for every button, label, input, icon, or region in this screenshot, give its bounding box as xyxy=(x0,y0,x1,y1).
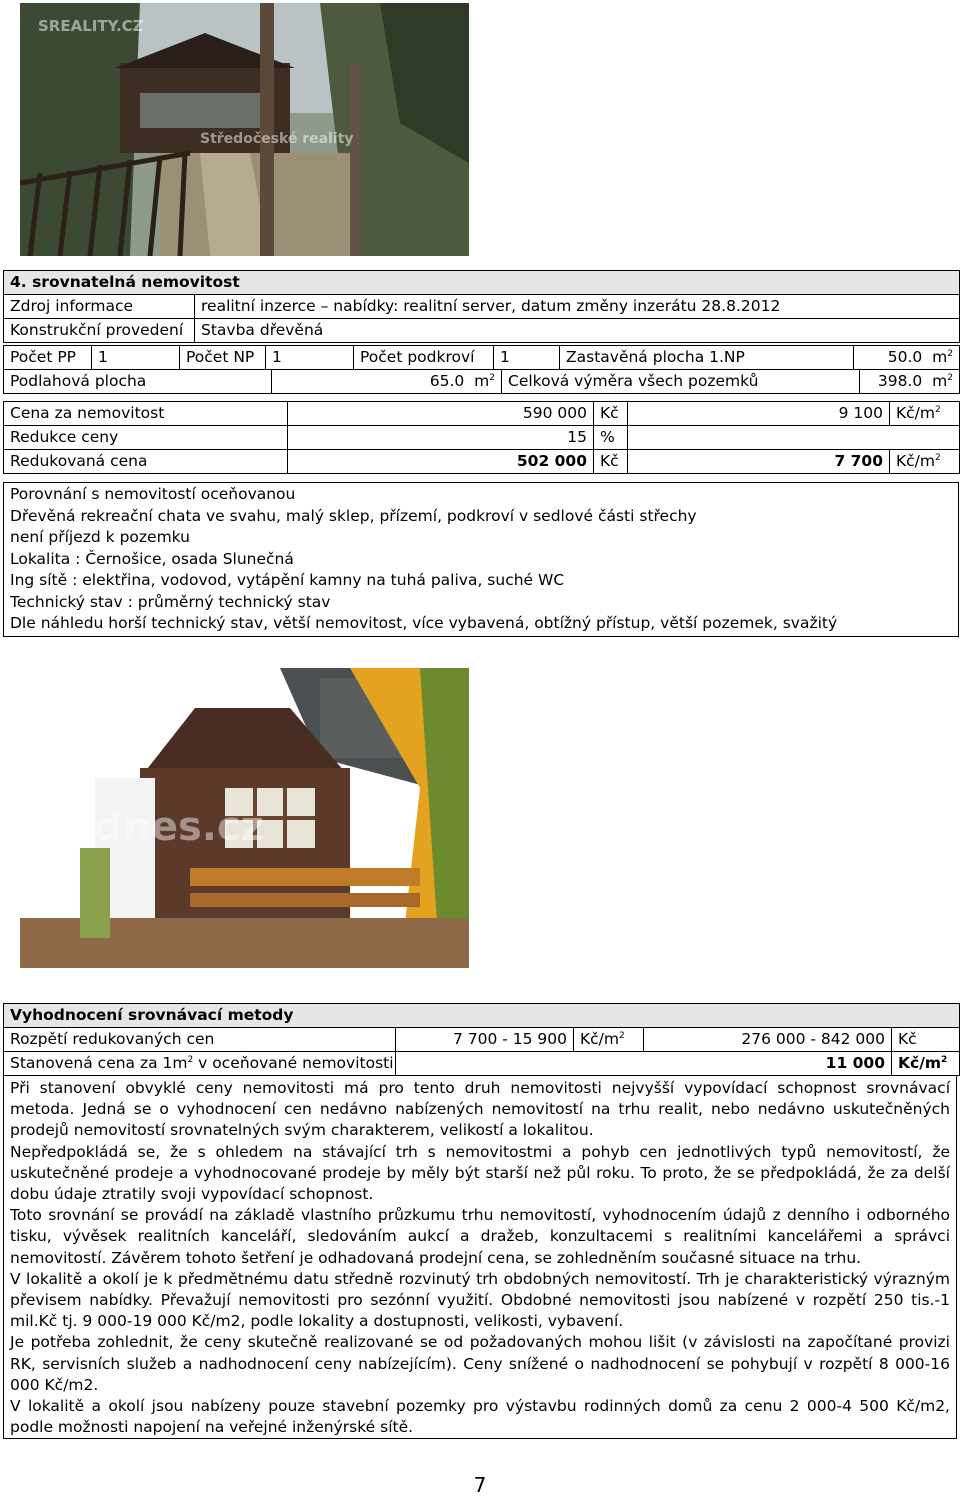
comparison-line: Lokalita : Černošice, osada Slunečná xyxy=(10,549,294,568)
evaluation-paragraph: V lokalitě a okolí je k předmětnému datu středně rozvinutý trh obdobných nemovitostí. Trh je charakteristický výrazným převisem nabídky. Převažují nemovitosti pro sezónní využití. Obdobné nemovitosti jsou nabízené v rozpětí 250 tis.-1 mil.Kč tj. 9 000-19 000 Kč/m2, podle lokality a dostupnosti, velikosti, vybavení. xyxy=(10,1269,950,1331)
watermark-text: SREALITY.CZ xyxy=(38,17,144,35)
price-currency: Kč xyxy=(594,402,628,426)
evaluation-paragraph: Nepředpokládá se, že s ohledem na stávající trh s nemovitostmi a pohyb cen jednotlivých typů nemovitostí, že uskutečněné prodeje a vyhodnocované prodeje by měly být starší než půl roku. To proto, že se předpokládá, že za delší dobu údaje ztratily svoji vypovídací schopnost. xyxy=(10,1142,950,1204)
section-title: 4. srovnatelná nemovitost xyxy=(4,271,960,295)
cabin-forest-image xyxy=(20,3,469,256)
floor-area-label: Podlahová plocha xyxy=(4,370,272,394)
np-label: Počet NP xyxy=(180,346,266,370)
reduced-price-currency: Kč xyxy=(594,450,628,474)
page-number: 7 xyxy=(473,1473,487,1497)
property-photo-1 xyxy=(20,3,469,256)
attic-value: 1 xyxy=(494,346,560,370)
property-photo-2 xyxy=(20,668,469,968)
evaluation-title: Vyhodnocení srovnávací metody xyxy=(4,1004,960,1028)
range-per-m2: 7 700 - 15 900 xyxy=(396,1028,574,1052)
evaluation-paragraph: Je potřeba zohlednit, že ceny skutečně realizované se od požadovaných mohou lišit (v závislosti na započítané provizi RK, servisních služeb a nadhodnocení ceny nabízejícím). Ceny snížené o nadhodnocení se pohybují v rozpětí 8 000-16 000 Kč/m2. xyxy=(10,1333,950,1394)
land-area-label: Celková výměra všech pozemků xyxy=(502,370,860,394)
attic-label: Počet podkroví xyxy=(354,346,494,370)
built-area-value: 50.0 $m^2$ xyxy=(854,346,960,370)
reduced-price-label: Redukovaná cena xyxy=(4,450,288,474)
set-price-value: 11 000 xyxy=(396,1052,892,1076)
range-total: 276 000 - 842 000 xyxy=(644,1028,892,1052)
comparison-line: Dle náhledu horší technický stav, větší nemovitost, více vybavená, obtížný přístup, větší pozemek, svažitý xyxy=(10,613,838,632)
land-area-value: 398.0 $m^2$ xyxy=(860,370,960,394)
reduced-price-per-m2-unit: $Kč/m^2$ xyxy=(890,450,960,474)
pp-value: 1 xyxy=(92,346,180,370)
evaluation-paragraph: V lokalitě a okolí jsou nabízeny pouze stavební pozemky pro výstavbu rodinných domů za cenu 2 000-4 500 Kč/m2, podle možnosti napojení na veřejné inženýrské sítě. xyxy=(10,1397,950,1437)
set-price-unit: $Kč/m^2$ xyxy=(892,1052,960,1076)
reduced-price-per-m2: 7 700 xyxy=(628,450,890,474)
reduced-price-value: 502 000 xyxy=(288,450,594,474)
range-total-unit: Kč xyxy=(892,1028,960,1052)
comparison-line: Ing sítě : elektřina, vodovod, vytápění kamny na tuhá paliva, suché WC xyxy=(10,571,565,590)
evaluation-paragraph: Toto srovnání se provádí na základě vlastního průzkumu trhu nemovitostí, vyhodnocením údajů z denního i odborného tisku, vývěsek realitních kanceláří, sledováním aukcí a dražeb, konzultacemi s realitními kancelářemi a správci nemovitostí. Závěrem tohoto šetření je odhadovaná prodejní cena, se zohledněním současné situace na trhu. xyxy=(10,1206,950,1267)
evaluation-table xyxy=(3,1003,960,1076)
watermark-text: Středočeské reality xyxy=(200,131,354,147)
area-table xyxy=(3,369,960,394)
np-value: 1 xyxy=(266,346,354,370)
evaluation-paragraph: Při stanovení obvyklé ceny nemovitosti má pro tento druh nemovitosti nejvyšší vypovídací schopnost srovnávací metoda. Jedná se o vyhodnocení cen nedávno nabízených nemovitostí na trhu realit, nebo nedávno uskutečněných prodejů nemovitostí srovnatelných svým charakterem, velikostí a lokalitou. xyxy=(10,1079,950,1140)
comparison-line: není příjezd k pozemku xyxy=(10,528,190,547)
floors-table xyxy=(3,345,960,370)
comparison-line: Technický stav : průměrný technický stav xyxy=(10,592,331,611)
comparison-title: Porovnání s nemovitostí oceňovanou xyxy=(10,485,296,503)
construction-value: Stavba dřevěná xyxy=(195,319,960,343)
evaluation-text xyxy=(3,1075,957,1439)
comparison-line: Dřevěná rekreační chata ve svahu, malý sklep, přízemí, podkroví v sedlové části střechy xyxy=(10,507,697,525)
price-per-m2-unit: $Kč/m^2$ xyxy=(890,402,960,426)
source-label: Zdroj informace xyxy=(4,295,195,319)
reduction-value: 15 xyxy=(288,426,594,450)
floor-area-value: 65.0 $m^2$ xyxy=(272,370,502,394)
price-per-m2: 9 100 xyxy=(628,402,890,426)
price-table xyxy=(3,401,960,474)
pp-label: Počet PP xyxy=(4,346,92,370)
comparison-box xyxy=(3,482,959,637)
range-per-m2-unit: $Kč/m^2$ xyxy=(574,1028,644,1052)
reduction-label: Redukce ceny xyxy=(4,426,288,450)
built-area-label: Zastavěná plocha 1.NP xyxy=(560,346,854,370)
watermark-text: idnes.cz xyxy=(80,804,264,850)
set-price-label: Stanovená cena za $1m^2$ v oceňované nemovitosti xyxy=(4,1052,396,1076)
comparable-property-table xyxy=(3,270,960,343)
price-label: Cena za nemovitost xyxy=(4,402,288,426)
price-value: 590 000 xyxy=(288,402,594,426)
range-label: Rozpětí redukovaných cen xyxy=(4,1028,396,1052)
reduction-percent: % xyxy=(594,426,628,450)
construction-label: Konstrukční provedení xyxy=(4,319,195,343)
source-value: realitní inzerce – nabídky: realitní server, datum změny inzerátu 28.8.2012 xyxy=(195,295,960,319)
empty-cell xyxy=(628,426,960,450)
